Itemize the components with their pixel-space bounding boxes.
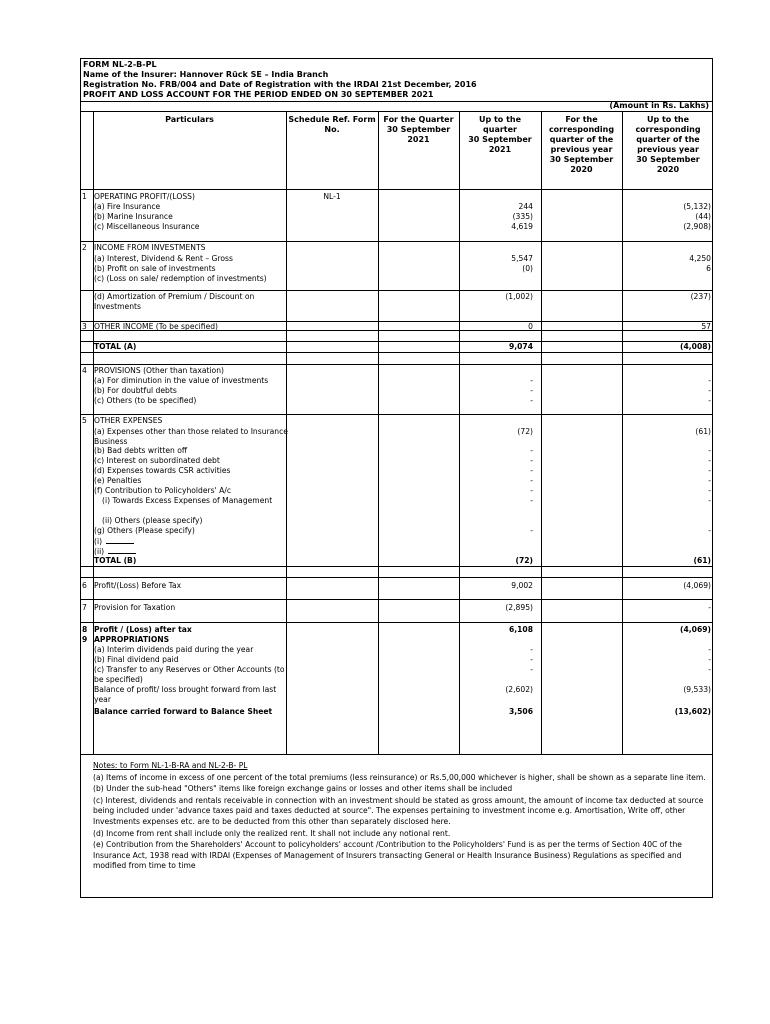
row-label: Balance of profit/ loss brought forward from last year bbox=[94, 685, 277, 705]
row-label: (a) Fire Insurance bbox=[94, 202, 161, 211]
value-upto-quarter-2021: - bbox=[530, 456, 533, 465]
row-number: 5 bbox=[82, 416, 87, 425]
row-label: (a) Interest, Dividend & Rent – Gross bbox=[94, 254, 233, 263]
row-label: TOTAL (B) bbox=[94, 556, 137, 565]
row-label: (b) Final dividend paid bbox=[94, 655, 179, 664]
row-number: 6 bbox=[82, 581, 87, 590]
value-upto-quarter-2021: (72) bbox=[515, 556, 533, 565]
value-upto-quarter-2020: 4,250 bbox=[689, 254, 711, 263]
col-line-q2021 bbox=[378, 111, 379, 754]
row-number: 7 bbox=[82, 603, 87, 612]
value-upto-quarter-2021: 3,506 bbox=[508, 707, 533, 716]
value-upto-quarter-2020: (61) bbox=[693, 556, 711, 565]
value-upto-quarter-2021: 244 bbox=[518, 202, 533, 211]
value-upto-quarter-2020: - bbox=[708, 476, 711, 485]
value-upto-quarter-2020: - bbox=[708, 386, 711, 395]
value-upto-quarter-2021: - bbox=[530, 655, 533, 664]
value-upto-quarter-2021: - bbox=[530, 386, 533, 395]
value-upto-quarter-2020: (4,069) bbox=[683, 581, 711, 590]
value-upto-quarter-2021: (2,602) bbox=[505, 685, 533, 694]
amount-note: (Amount in Rs. Lakhs) bbox=[609, 101, 709, 110]
value-upto-quarter-2020: - bbox=[708, 466, 711, 475]
note-b: (b) Under the sub-head "Others" items like foreign exchange gains or losses and other items shall be included bbox=[93, 784, 513, 794]
col-header-quarter-2020: For the corresponding quarter of the previous year 30 September 2020 bbox=[548, 115, 615, 174]
value-upto-quarter-2020: (2,908) bbox=[683, 222, 711, 231]
value-upto-quarter-2020: (44) bbox=[695, 212, 711, 221]
value-upto-quarter-2020: - bbox=[708, 526, 711, 535]
value-upto-quarter-2021: (72) bbox=[517, 427, 533, 436]
row-label: (e) Penalties bbox=[94, 476, 142, 485]
row-number: 9 bbox=[82, 635, 88, 644]
row-separator bbox=[81, 290, 712, 291]
table-bottom-line bbox=[81, 754, 712, 755]
value-upto-quarter-2021: 0 bbox=[528, 322, 533, 331]
row-label: (c) Others (to be specified) bbox=[94, 396, 197, 405]
notes-title: Notes: to Form NL-1-B-RA and NL-2-B- PL bbox=[93, 761, 248, 770]
registration-info: Registration No. FRB/004 and Date of Registration with the IRDAI 21st December, 2016 bbox=[83, 80, 477, 89]
value-upto-quarter-2020: - bbox=[708, 446, 711, 455]
schedule-ref: NL-1 bbox=[323, 192, 341, 201]
row-separator bbox=[81, 241, 712, 242]
row-separator bbox=[81, 414, 712, 415]
form-number: FORM NL-2-B-PL bbox=[83, 60, 157, 69]
col-header-quarter-2021: For the Quarter 30 September 2021 bbox=[383, 115, 454, 144]
row-label: (c) Interest on subordinated debt bbox=[94, 456, 220, 465]
note-a: (a) Items of income in excess of one percent of the total premiums (less reinsurance) or Rs.5,00,000 whichever is higher, shall be shown as a separate line item. bbox=[93, 772, 706, 782]
value-upto-quarter-2021: 6,108 bbox=[508, 625, 533, 634]
column-header-top-line bbox=[81, 111, 712, 112]
value-upto-quarter-2020: - bbox=[708, 376, 711, 385]
row-label: (d) Expenses towards CSR activities bbox=[94, 466, 231, 475]
note-d: (d) Income from rent shall include only the realized rent. It shall not include any notional rent. bbox=[93, 828, 451, 838]
row-label: (g) Others (Please specify) bbox=[94, 526, 195, 535]
row-label: (i) Towards Excess Expenses of Management bbox=[102, 496, 273, 505]
row-separator bbox=[81, 321, 712, 322]
value-upto-quarter-2020: (237) bbox=[690, 292, 711, 301]
row-separator bbox=[81, 622, 712, 623]
value-upto-quarter-2020: (61) bbox=[695, 427, 711, 436]
row-label: INCOME FROM INVESTMENTS bbox=[94, 243, 206, 252]
row-label: (b) For doubtful debts bbox=[94, 386, 177, 395]
value-upto-quarter-2020: 6 bbox=[706, 264, 711, 273]
row-separator bbox=[81, 566, 712, 567]
row-label: Profit / (Loss) after tax bbox=[94, 625, 192, 634]
value-upto-quarter-2020: (13,602) bbox=[674, 707, 711, 716]
row-number: 1 bbox=[82, 192, 87, 201]
value-upto-quarter-2021: 9,002 bbox=[511, 581, 533, 590]
col-header-upto-2021: Up to the quarter 30 September 2021 bbox=[468, 115, 532, 154]
value-upto-quarter-2020: - bbox=[708, 486, 711, 495]
row-number: 3 bbox=[82, 322, 87, 331]
row-label: (a) Interim dividends paid during the year bbox=[94, 645, 254, 654]
value-upto-quarter-2020: (9,533) bbox=[683, 685, 711, 694]
value-upto-quarter-2020: - bbox=[708, 645, 711, 654]
value-upto-quarter-2021: - bbox=[530, 496, 533, 505]
value-upto-quarter-2020: - bbox=[708, 603, 711, 612]
col-header-upto-2020: Up to the corresponding quarter of the previous year 30 September 2020 bbox=[635, 115, 701, 174]
row-label: OTHER EXPENSES bbox=[94, 416, 163, 425]
row-separator bbox=[81, 577, 712, 578]
value-upto-quarter-2021: - bbox=[530, 645, 533, 654]
value-upto-quarter-2020: - bbox=[708, 655, 711, 664]
value-upto-quarter-2021: (335) bbox=[512, 212, 533, 221]
row-label: OPERATING PROFIT/(LOSS) bbox=[94, 192, 195, 201]
row-label: (c) Miscellaneous Insurance bbox=[94, 222, 200, 231]
value-upto-quarter-2020: - bbox=[708, 396, 711, 405]
note-e: (e) Contribution from the Shareholders' Account to policyholders' account /Contribution to the Policyholders' Fund is as per the terms of Section 40C of the Insurance Act, 1938 read with IRDAI (Expenses of Management of Insurers transacting General or Health Insurance Business) Regulations as specified and modified from time to time bbox=[93, 840, 682, 871]
value-upto-quarter-2020: - bbox=[708, 665, 711, 674]
row-number: 4 bbox=[82, 366, 87, 375]
row-label: Provision for Taxation bbox=[94, 603, 176, 612]
col-line-q2020 bbox=[541, 111, 542, 754]
blank-underline bbox=[106, 536, 134, 544]
row-label: (ii) Others (please specify) bbox=[102, 516, 203, 525]
row-label: Balance carried forward to Balance Sheet bbox=[94, 707, 273, 716]
row-separator bbox=[81, 599, 712, 600]
row-separator bbox=[81, 364, 712, 365]
value-upto-quarter-2021: 5,547 bbox=[511, 254, 533, 263]
row-label: TOTAL (A) bbox=[94, 342, 137, 351]
value-upto-quarter-2021: (1,002) bbox=[505, 292, 533, 301]
col-header-particulars: Particulars bbox=[165, 115, 214, 124]
notes-section bbox=[93, 761, 711, 873]
row-label: Profit/(Loss) Before Tax bbox=[94, 581, 182, 590]
row-number: 2 bbox=[82, 243, 87, 252]
value-upto-quarter-2021: - bbox=[530, 466, 533, 475]
value-upto-quarter-2021: - bbox=[530, 476, 533, 485]
row-label: (c) Transfer to any Reserves or Other Accounts (to be specified) bbox=[94, 665, 285, 685]
note-c: (c) Interest, dividends and rentals receivable in connection with an investment should be stated as gross amount, the amount of income tax deducted at source being included under 'advance taxes paid and taxes deducted at source". The expenses pertaining to investment income e.g. Amortisation, Write off, other Investments expenses etc. are to be deducted from this other than separately disclosed here. bbox=[93, 795, 704, 826]
row-label: (c) (Loss on sale/ redemption of investments) bbox=[94, 274, 267, 283]
row-label: (i) bbox=[94, 536, 289, 547]
value-upto-quarter-2021: - bbox=[530, 665, 533, 674]
value-upto-quarter-2021: (2,895) bbox=[505, 603, 533, 612]
value-upto-quarter-2020: (5,132) bbox=[683, 202, 711, 211]
row-label: (f) Contribution to Policyholders' A/c bbox=[94, 486, 232, 495]
row-label: APPROPRIATIONS bbox=[94, 635, 170, 644]
value-upto-quarter-2021: 9,074 bbox=[508, 342, 533, 351]
value-upto-quarter-2021: - bbox=[530, 446, 533, 455]
value-upto-quarter-2021: (0) bbox=[522, 264, 533, 273]
value-upto-quarter-2020: (4,069) bbox=[680, 625, 711, 634]
value-upto-quarter-2021: 4,619 bbox=[511, 222, 533, 231]
row-label: OTHER INCOME (To be specified) bbox=[94, 322, 219, 331]
row-label: (a) For diminution in the value of investments bbox=[94, 376, 269, 385]
value-upto-quarter-2020: (4,008) bbox=[680, 342, 711, 351]
blank-underline bbox=[108, 546, 136, 554]
value-upto-quarter-2021: - bbox=[530, 486, 533, 495]
row-label: (b) Marine Insurance bbox=[94, 212, 173, 221]
form-title: PROFIT AND LOSS ACCOUNT FOR THE PERIOD ENDED ON 30 SEPTEMBER 2021 bbox=[83, 90, 434, 99]
row-number: 8 bbox=[82, 625, 88, 634]
row-separator bbox=[81, 189, 712, 190]
row-label: (a) Expenses other than those related to Insurance Business bbox=[94, 427, 288, 447]
value-upto-quarter-2020: - bbox=[708, 496, 711, 505]
col-header-schedule: Schedule Ref. Form No. bbox=[288, 115, 376, 134]
value-upto-quarter-2020: 57 bbox=[701, 322, 711, 331]
value-upto-quarter-2021: - bbox=[530, 526, 533, 535]
row-label: (ii) bbox=[94, 546, 289, 557]
value-upto-quarter-2020: - bbox=[708, 456, 711, 465]
row-separator bbox=[81, 341, 712, 342]
row-label: PROVISIONS (Other than taxation) bbox=[94, 366, 224, 375]
value-upto-quarter-2021: - bbox=[530, 396, 533, 405]
insurer-name: Name of the Insurer: Hannover Rück SE – India Branch bbox=[83, 70, 329, 79]
row-separator bbox=[81, 330, 712, 331]
row-label: (b) Bad debts written off bbox=[94, 446, 188, 455]
pl-form-sheet bbox=[80, 58, 713, 898]
row-label: (d) Amortization of Premium / Discount on Investments bbox=[94, 292, 255, 312]
row-label: (b) Profit on sale of investments bbox=[94, 264, 216, 273]
row-separator bbox=[81, 352, 712, 353]
value-upto-quarter-2021: - bbox=[530, 376, 533, 385]
